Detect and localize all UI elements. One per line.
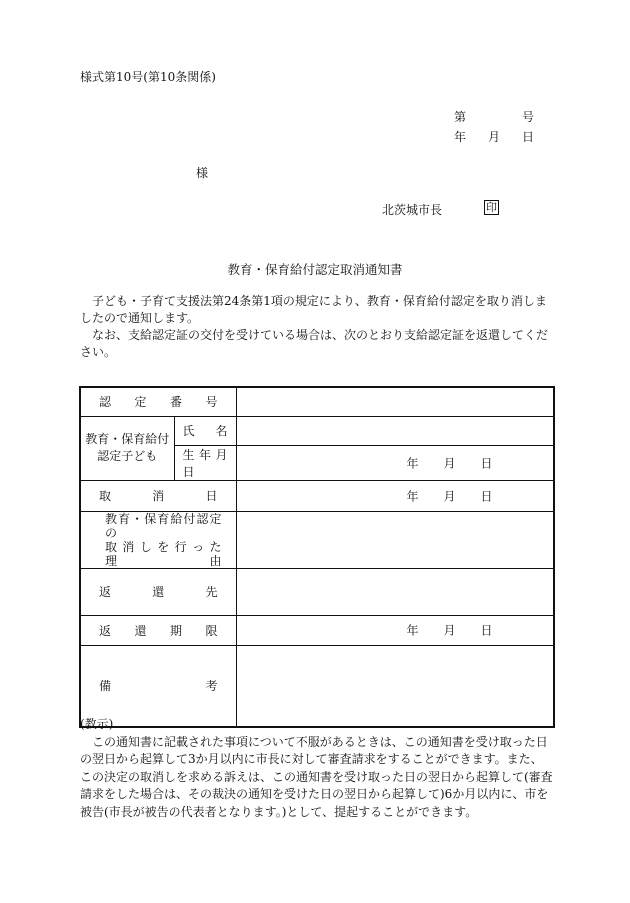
table-row xyxy=(80,615,554,645)
child-group-label-line1: 教育・保育給付 xyxy=(85,432,170,446)
cert-number-label: 認定番号 xyxy=(80,387,236,416)
table-row xyxy=(80,416,554,445)
child-group-label-line2: 認定子ども xyxy=(97,449,158,463)
return-deadline-label: 返還期限 xyxy=(80,615,236,645)
birth-month: 月 xyxy=(443,456,456,470)
cancel-month: 月 xyxy=(443,489,456,503)
deadline-day: 日 xyxy=(480,623,493,638)
return-deadline-value xyxy=(236,615,554,645)
doc-date-year: 年 xyxy=(454,130,467,144)
name-value xyxy=(236,416,554,445)
cancel-year: 年 xyxy=(406,489,419,503)
body-paragraph-1: 子ども・子育て支援法第24条第1項の規定により、教育・保育給付認定を取り消しましたので通知します。 xyxy=(80,294,547,325)
birth-day: 日 xyxy=(480,456,493,470)
reason-label xyxy=(80,511,236,568)
table-row xyxy=(80,387,554,416)
doc-date-day: 日 xyxy=(522,130,535,144)
notice-section xyxy=(80,716,554,821)
body-text xyxy=(80,293,554,361)
table-row xyxy=(80,645,554,727)
reason-label-line3: 理由 xyxy=(105,553,222,568)
child-group-label xyxy=(80,416,174,480)
name-label: 氏名 xyxy=(174,416,236,445)
cancel-day: 日 xyxy=(480,489,493,503)
doc-number-dai: 第 xyxy=(454,110,467,124)
reason-label-line2: 取消しを行った xyxy=(105,539,222,554)
addressee-suffix: 様 xyxy=(196,166,209,180)
notice-text: この通知書に記載された事項について不服があるときは、この通知書を受け取った日の翌日から起算して3か月以内に市長に対して審査請求をすることができます。また、この決定の取消しを求める訴えは、この通知書を受け取った日の翌日から起算して(審査請求をした場合は、その裁決の通知を受けた日の翌日から起算して)6か月以内に、市を被告(市長が被告の代表者となります。)として、提起することができます。 xyxy=(80,734,553,819)
cancel-date-label: 取消日 xyxy=(80,480,236,511)
return-to-label: 返還先 xyxy=(80,568,236,615)
doc-date-month: 月 xyxy=(488,130,501,144)
reason-value xyxy=(236,511,554,568)
doc-number-go: 号 xyxy=(522,110,535,124)
reason-label-line1: 教育・保育給付認定の xyxy=(105,511,222,540)
info-table xyxy=(79,386,555,728)
table-row xyxy=(80,511,554,568)
deadline-month: 月 xyxy=(443,623,456,638)
form-number: 様式第10号(第10条関係) xyxy=(80,70,216,84)
body-paragraph-2: なお、支給認定証の交付を受けている場合は、次のとおり支給認定証を返還してください。 xyxy=(80,328,549,359)
remarks-value xyxy=(236,645,554,727)
birth-date-value xyxy=(236,445,554,480)
document-title: 教育・保育給付認定取消通知書 xyxy=(227,262,403,277)
remarks-label: 備考 xyxy=(80,645,236,727)
issuer-name: 北茨城市長 xyxy=(382,203,443,217)
birth-year: 年 xyxy=(406,456,419,470)
cancel-date-value xyxy=(236,480,554,511)
birth-date-label: 生年月日 xyxy=(174,445,236,480)
table-row xyxy=(80,480,554,511)
deadline-year: 年 xyxy=(406,623,419,638)
notice-heading: (教示) xyxy=(80,717,114,731)
seal-mark: 印 xyxy=(486,201,497,214)
table-row xyxy=(80,568,554,615)
cert-number-value xyxy=(236,387,554,416)
return-to-value xyxy=(236,568,554,615)
document-number-block xyxy=(450,108,542,144)
